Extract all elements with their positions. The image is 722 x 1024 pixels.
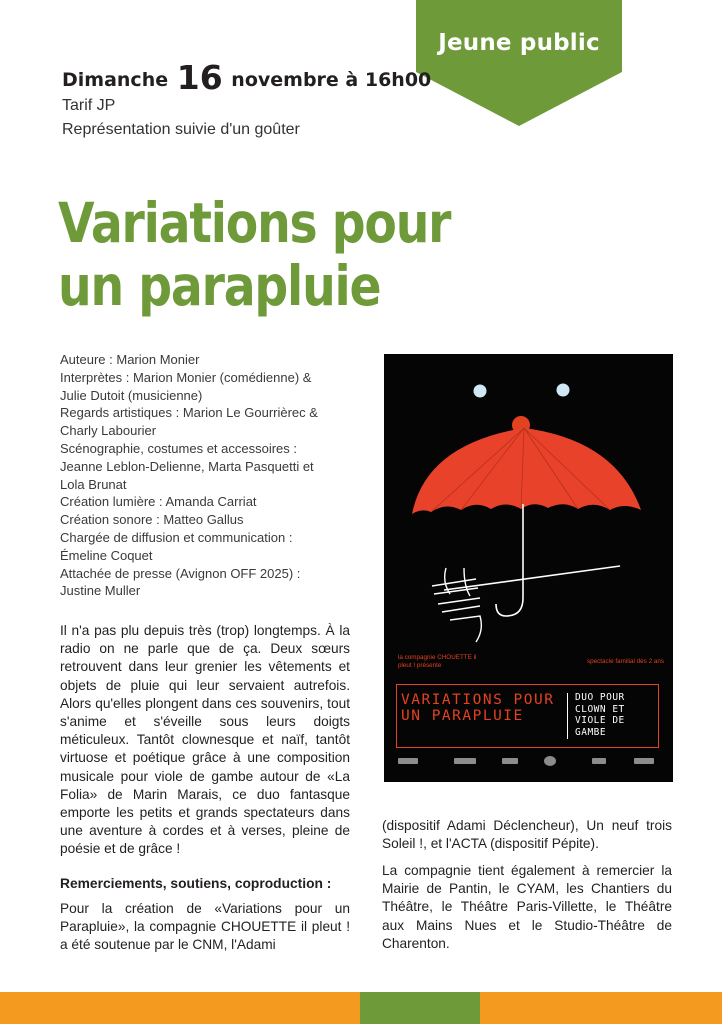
poster-presenter: la compagnie CHOUETTE il pleut ! présente xyxy=(398,654,477,669)
banner-shape xyxy=(416,0,622,126)
poster-audience: spectacle familial dès 2 ans xyxy=(586,658,664,665)
footer-orange-right xyxy=(480,992,722,1024)
footer-color-bar xyxy=(0,992,722,1024)
credit-item: Attachée de presse (Avignon OFF 2025) : Justine Muller xyxy=(60,565,301,599)
credit-item: Interprètes : Marion Monier (comédienne) & Julie Dutoit (musicienne) xyxy=(60,369,312,403)
event-note: Représentation suivie d'un goûter xyxy=(62,121,300,138)
thanks-heading: Remerciements, soutiens, coproduction : xyxy=(60,876,332,891)
poster-right-eye xyxy=(557,384,570,397)
credit-item: Regards artistiques : Marion Le Gourrièrec & Charly Labourier xyxy=(60,405,318,439)
poster-bow-line xyxy=(444,566,620,590)
poster-title-box xyxy=(396,684,659,748)
event-tarif: Tarif JP xyxy=(62,97,116,114)
show-description: Il n'a pas plu depuis très (trop) longtemps. À la radio on ne parle que de ça. Deux sœurs retrouvent dans leur grenier les vêtements et objets de pluie qui leur servaient autrefois. Alors qu'elles plongent dans ces souvenirs, tout s'anime et s'éveille sous leurs doigts méticuleux. Tantôt clownesque et naïf, tantôt virtuose et poétique grâce à une composition musicale pour viole de gambe autour de «La Folia» de Marin Marais, ce duo fantasque emporte les petits et grands spectateurs dans une aventure à cordes et à verses, pleine de poésie et de grâce ! xyxy=(60,623,350,857)
show-poster xyxy=(384,354,673,782)
show-title-line1: Variations pour xyxy=(58,191,451,255)
partner-logo xyxy=(634,758,654,764)
banner-label: Jeune public xyxy=(438,30,600,56)
poster-title: VARIATIONS POUR UN PARAPLUIE xyxy=(401,692,555,724)
event-date xyxy=(62,58,431,97)
show-title-line2: un parapluie xyxy=(58,254,381,318)
banner-polygon xyxy=(416,0,622,126)
poster-divider xyxy=(567,693,568,739)
partner-logo xyxy=(544,756,556,766)
credit-item: Chargée de diffusion et communication : Émeline Coquet xyxy=(60,529,293,563)
poster-umbrella-canopy xyxy=(412,428,641,514)
support-text: Pour la création de «Variations pour un Parapluie», la compagnie CHOUETTE il pleut ! a été soutenue par le CNM, l'Adami xyxy=(60,901,350,953)
event-day: 16 xyxy=(176,58,223,97)
partner-logo xyxy=(398,758,418,764)
partner-logo xyxy=(502,758,518,764)
poster-partner-logos xyxy=(396,754,659,770)
support-text-continued: (dispositif Adami Déclencheur), Un neuf trois Soleil !, et l'ACTA (dispositif Pépite). xyxy=(382,818,672,852)
credit-item: Auteure : Marion Monier xyxy=(60,352,200,367)
poster-hand-drawing xyxy=(432,568,481,642)
event-month-time: novembre à 16h00 xyxy=(231,69,432,91)
poster-umbrella-shaft xyxy=(496,504,523,616)
footer-orange-left xyxy=(0,992,360,1024)
credits-list xyxy=(60,351,340,600)
credit-item: Scénographie, costumes et accessoires : Jeanne Leblon-Delienne, Marta Pasquetti et Lola Brunat xyxy=(60,440,314,492)
audience-banner xyxy=(416,0,622,126)
footer-green-middle xyxy=(360,992,480,1024)
partner-logo xyxy=(592,758,606,764)
credit-item: Création sonore : Matteo Gallus xyxy=(60,512,244,528)
partners-thanks: La compagnie tient également à remercier la Mairie de Pantin, le CYAM, les Chantiers du Théâtre, le Théâtre Paris-Villette, le Théâtre aux Mains Nues et le Studio-Théâtre de Charenton. xyxy=(382,863,672,951)
credit-item: Création lumière : Amanda Carriat xyxy=(60,494,257,510)
event-weekday: Dimanche xyxy=(62,69,169,91)
partner-logo xyxy=(454,758,476,764)
poster-subtitle: DUO POUR CLOWN ET VIOLE DE GAMBE xyxy=(575,692,625,738)
show-title xyxy=(58,192,450,318)
poster-left-eye xyxy=(474,385,487,398)
